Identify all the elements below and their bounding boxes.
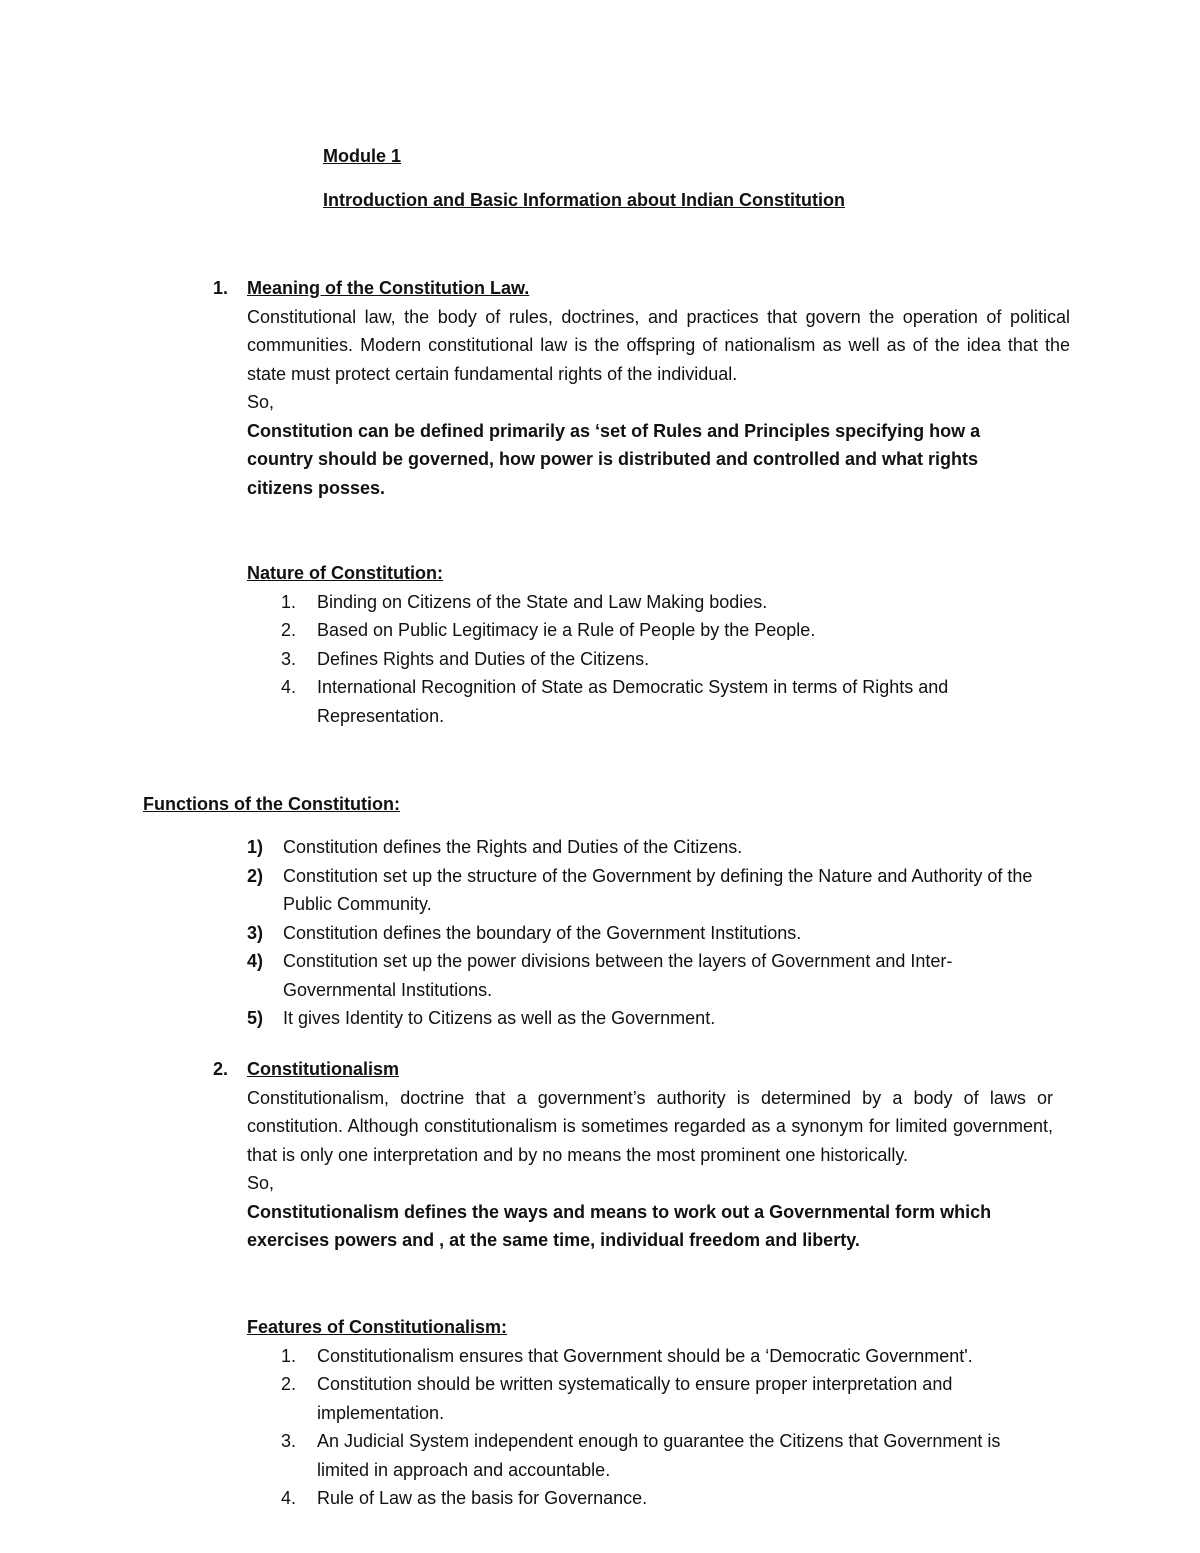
list-item-number: 1) (247, 837, 264, 857)
list-item-number: 1. (281, 1345, 297, 1366)
list-item (281, 673, 1017, 730)
list-item-text: Constitution defines the Rights and Duties of the Citizens. (283, 837, 743, 857)
list-item (281, 645, 1017, 674)
section-number: 1. (213, 278, 229, 298)
list-item-text: An Judicial System independent enough to guarantee the Citizens that Government is limited in approach and accountable. (317, 1431, 1001, 1480)
list-item-text: Binding on Citizens of the State and Law Making bodies. (317, 591, 768, 612)
list-item (281, 588, 1017, 617)
list-item (247, 833, 1043, 862)
list-item-number: 2. (281, 620, 297, 640)
list-item-number: 3) (247, 922, 264, 943)
list-item-number: 2. (281, 1374, 297, 1394)
functions-heading: Functions of the Constitution: (143, 794, 400, 814)
nature-section (247, 559, 1047, 730)
list-item (247, 947, 1043, 1004)
list-item-number: 5) (247, 1008, 264, 1028)
section-heading: Constitutionalism (247, 1059, 399, 1079)
list-item-text: Defines Rights and Duties of the Citizens. (317, 648, 650, 669)
functions-section (247, 833, 1043, 1033)
list-item (247, 862, 1043, 919)
list-item (281, 616, 1017, 645)
functions-list (247, 833, 1043, 1033)
so-label: So, (247, 1173, 275, 1193)
section-meaning (213, 274, 1070, 502)
list-item-number: 3. (281, 648, 297, 669)
list-item-number: 1. (281, 591, 297, 612)
definition-text: Constitution can be defined primarily as ‘set of Rules and Principles specifying how a country should be governed, how power is distributed and controlled and what rights citizens posses. (247, 420, 981, 498)
module-title: Module 1 (323, 146, 402, 166)
list-item-text: International Recognition of State as Democratic System in terms of Rights and Representation. (317, 677, 949, 726)
nature-heading: Nature of Constitution: (247, 563, 443, 583)
features-list (281, 1342, 1057, 1513)
section-heading: Meaning of the Constitution Law. (247, 278, 530, 298)
list-item-number: 2) (247, 865, 264, 886)
list-item-number: 4. (281, 677, 297, 697)
section-body: Constitutionalism, doctrine that a government’s authority is determined by a body of laws or constitution. Although constitutionalism is sometimes regarded as a synonym for limited government, that is only one interpretation and by no means the most prominent one historically. (247, 1087, 1053, 1165)
list-item-number: 4. (281, 1488, 297, 1508)
list-item (247, 919, 1043, 948)
list-item-number: 4) (247, 951, 264, 971)
list-item-text: Rule of Law as the basis for Governance. (317, 1488, 648, 1508)
so-label: So, (247, 392, 275, 412)
list-item-text: Constitution defines the boundary of the Government Institutions. (283, 922, 802, 943)
list-item (281, 1342, 1057, 1371)
features-heading: Features of Constitutionalism: (247, 1317, 508, 1337)
section-number: 2. (213, 1059, 229, 1079)
list-item-text: It gives Identity to Citizens as well as the Government. (283, 1008, 716, 1028)
list-item-text: Constitution set up the power divisions between the layers of Government and Inter-Governmental Institutions. (283, 951, 953, 1000)
list-item-text: Constitution should be written systematically to ensure proper interpretation and implementation. (317, 1374, 953, 1423)
list-item-text: Based on Public Legitimacy ie a Rule of People by the People. (317, 620, 816, 640)
features-section (247, 1313, 1053, 1513)
list-item (281, 1484, 1057, 1513)
page-subtitle: Introduction and Basic Information about Indian Constitution (323, 190, 845, 210)
definition-text: Constitutionalism defines the ways and means to work out a Governmental form which exercises powers and , at the same time, individual freedom and liberty. (247, 1201, 992, 1250)
list-item-text: Constitutionalism ensures that Government should be a ‘Democratic Government'. (317, 1345, 973, 1366)
section-constitutionalism (213, 1055, 1053, 1255)
list-item-number: 3. (281, 1431, 297, 1451)
list-item (281, 1370, 1057, 1427)
list-item (247, 1004, 1043, 1033)
list-item (281, 1427, 1057, 1484)
section-body: Constitutional law, the body of rules, doctrines, and practices that govern the operation of political communities. Modern constitutional law is the offspring of nationalism as well as of the idea that the state must protect certain fundamental rights of the individual. (247, 306, 1070, 384)
nature-list (281, 588, 1017, 731)
list-item-text: Constitution set up the structure of the Government by defining the Nature and Authority of the Public Community. (283, 865, 1033, 914)
